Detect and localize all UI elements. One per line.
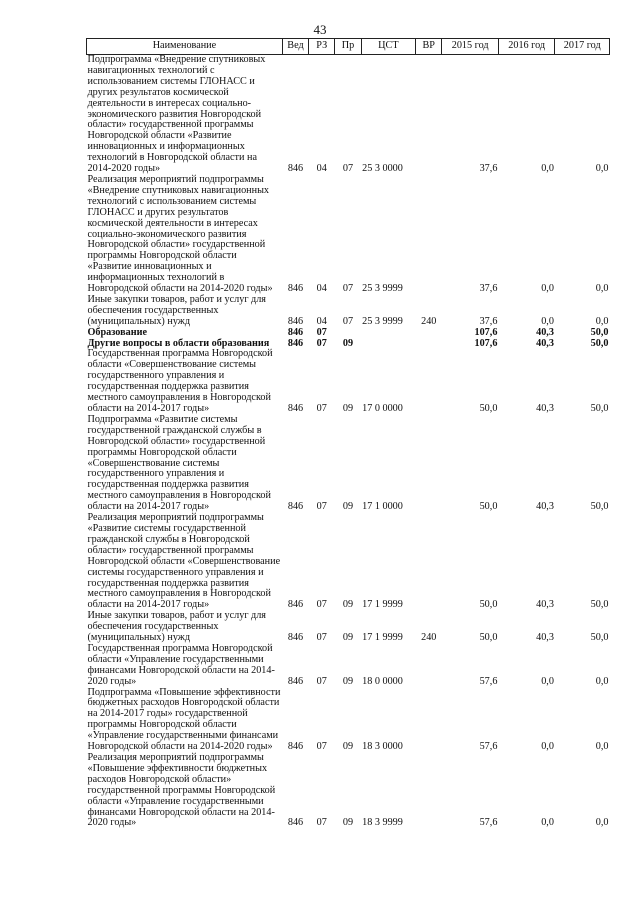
row-rz: 07 bbox=[316, 632, 327, 644]
row-2015: 50,0 bbox=[479, 403, 498, 414]
row-rz: 07 bbox=[316, 403, 327, 414]
row-vr bbox=[416, 415, 442, 513]
header-2015: 2015 год bbox=[442, 39, 499, 55]
row-name: Реализация мероприятий подпрограммы «Внедрение спутниковых навигационных технологий с использованием системы ГЛОНАСС и других результатов космической деятельности в интересах социально-экономического развития Новгородской области» государственной программы Новгородской области «Развитие инновационных и информационных технологий в Новгородской области на 2014-2020 годы» bbox=[87, 173, 273, 295]
row-cst: 25 3 9999 bbox=[362, 283, 403, 295]
row-ved: 846 bbox=[287, 599, 304, 611]
row-cst: 17 0 0000 bbox=[362, 403, 403, 414]
row-ved: 846 bbox=[287, 315, 304, 327]
row-pr: 09 bbox=[342, 337, 354, 349]
row-rz: 07 bbox=[316, 741, 327, 753]
table-row bbox=[87, 55, 610, 175]
header-row bbox=[87, 39, 610, 55]
row-vr bbox=[416, 349, 442, 414]
header-pr: Пр bbox=[335, 39, 361, 55]
row-ved: 846 bbox=[287, 163, 304, 175]
row-2016: 40,3 bbox=[536, 632, 554, 644]
row-vr: 240 bbox=[421, 315, 437, 327]
row-ved: 846 bbox=[287, 817, 304, 829]
row-cst bbox=[361, 328, 416, 339]
row-cst: 18 3 0000 bbox=[362, 741, 403, 753]
table-row bbox=[87, 753, 610, 829]
table-row bbox=[87, 349, 610, 414]
row-name: Иные закупки товаров, работ и услуг для обеспечения государственных (муниципальных) нужд bbox=[87, 293, 266, 327]
row-cst: 17 1 9999 bbox=[362, 599, 403, 611]
row-pr: 07 bbox=[342, 315, 354, 327]
row-name: Реализация мероприятий подпрограммы «Повышение эффективности бюджетных расходов Новгородской области» государственной программы Новгородской области «Управление государственными финансами Новгородской области на 2014-2020 годы» bbox=[87, 752, 276, 829]
row-name: Подпрограмма «Развитие системы государственной гражданской службы в Новгородской области» государственной программы Новгородской области «Совершенствование системы государственного управления и государственная поддержка развития местного самоуправления в Новгородской области на 2014-2017 годы» bbox=[87, 413, 271, 513]
row-rz: 04 bbox=[316, 283, 327, 295]
row-2015: 57,6 bbox=[479, 817, 498, 829]
row-2016: 40,3 bbox=[536, 337, 554, 349]
row-cst: 18 3 9999 bbox=[362, 817, 403, 829]
row-pr: 09 bbox=[342, 632, 354, 644]
row-pr: 09 bbox=[342, 741, 354, 753]
header-cst: ЦСТ bbox=[361, 39, 416, 55]
header-name: Наименование bbox=[87, 39, 283, 55]
table-row bbox=[87, 688, 610, 753]
row-pr: 09 bbox=[342, 599, 354, 611]
row-cst: 18 0 0000 bbox=[362, 675, 403, 687]
row-2017: 50,0 bbox=[590, 337, 609, 349]
row-2017: 0,0 bbox=[595, 283, 609, 295]
row-ved: 846 bbox=[287, 501, 304, 513]
header-rz: РЗ bbox=[309, 39, 335, 55]
row-rz: 07 bbox=[316, 817, 327, 829]
row-rz: 07 bbox=[316, 337, 327, 349]
row-2017: 0,0 bbox=[595, 741, 609, 753]
row-cst: 17 1 0000 bbox=[362, 501, 403, 513]
row-ved: 846 bbox=[287, 632, 304, 644]
row-2016: 40,3 bbox=[536, 599, 554, 611]
row-name: Государственная программа Новгородской области «Управление государственными финансами Новгородской области на 2014-2020 годы» bbox=[87, 642, 275, 687]
row-name: Иные закупки товаров, работ и услуг для обеспечения государственных (муниципальных) нужд bbox=[87, 610, 266, 644]
row-name: Подпрограмма «Внедрение спутниковых навигационных технологий с использованием системы ГЛОНАСС и других результатов космической деятельности в интересах социально-экономического развития Новгородской области» государственной программы Новгородской области «Развитие инновационных и информационных технологий в Новгородской области на 2014-2020 годы» bbox=[87, 54, 266, 175]
row-2015: 50,0 bbox=[479, 599, 498, 611]
row-pr: 07 bbox=[342, 283, 354, 295]
row-name: Подпрограмма «Повышение эффективности бюджетных расходов Новгородской области на 2014-2017 годы» государственной программы Новгородской области «Управление государственными финансами Новгородской области на 2014-2020 годы» bbox=[87, 686, 281, 753]
row-cst: 25 3 9999 bbox=[362, 315, 403, 327]
row-2015: 107,6 bbox=[474, 326, 498, 338]
row-2017: 0,0 bbox=[595, 315, 609, 327]
header-ved: Вед bbox=[282, 39, 308, 55]
table-row bbox=[87, 513, 610, 611]
table-row bbox=[87, 415, 610, 513]
row-2015: 50,0 bbox=[479, 501, 498, 513]
row-pr: 07 bbox=[342, 163, 354, 175]
row-2016: 40,3 bbox=[536, 501, 554, 513]
row-2016: 0,0 bbox=[541, 283, 554, 295]
table-row bbox=[87, 611, 610, 644]
table-row bbox=[87, 644, 610, 688]
row-2017: 50,0 bbox=[590, 632, 609, 644]
row-2015: 37,6 bbox=[479, 163, 498, 175]
row-pr: 09 bbox=[342, 403, 354, 414]
row-ved: 846 bbox=[287, 337, 304, 349]
budget-table bbox=[86, 38, 610, 829]
row-2016: 0,0 bbox=[541, 163, 554, 175]
row-vr bbox=[416, 753, 442, 829]
row-vr bbox=[416, 644, 442, 688]
row-name: Государственная программа Новгородской области «Совершенствование системы государственного управления и государственная поддержка развития местного самоуправления в Новгородской области на 2014-2017 годы» bbox=[87, 348, 273, 414]
row-ved: 846 bbox=[287, 283, 304, 295]
table-body bbox=[87, 55, 610, 830]
row-ved: 846 bbox=[287, 403, 304, 414]
row-2015: 37,6 bbox=[479, 283, 498, 295]
row-2017: 50,0 bbox=[590, 326, 609, 338]
row-vr: 240 bbox=[421, 632, 437, 644]
row-rz: 07 bbox=[316, 675, 327, 687]
header-2016: 2016 год bbox=[498, 39, 555, 55]
row-rz: 07 bbox=[316, 326, 327, 338]
row-2016: 0,0 bbox=[541, 675, 554, 687]
row-rz: 07 bbox=[316, 599, 327, 611]
row-2015: 57,6 bbox=[479, 741, 498, 753]
row-vr bbox=[416, 55, 442, 175]
row-2015: 50,0 bbox=[479, 632, 498, 644]
table-row bbox=[87, 175, 610, 295]
row-rz: 04 bbox=[316, 163, 327, 175]
row-name: Другие вопросы в области образования bbox=[87, 337, 270, 349]
row-vr bbox=[416, 175, 442, 295]
row-ved: 846 bbox=[287, 675, 304, 687]
header-vr: ВР bbox=[416, 39, 442, 55]
row-2015: 37,6 bbox=[479, 315, 498, 327]
row-vr bbox=[416, 688, 442, 753]
row-rz: 07 bbox=[316, 501, 327, 513]
row-2015: 107,6 bbox=[474, 337, 498, 349]
row-2017: 0,0 bbox=[595, 163, 609, 175]
row-2017: 50,0 bbox=[590, 403, 609, 414]
row-name: Образование bbox=[87, 326, 148, 338]
row-2017: 50,0 bbox=[590, 501, 609, 513]
row-pr: 09 bbox=[342, 675, 354, 687]
row-vr bbox=[416, 339, 442, 350]
row-2016: 0,0 bbox=[541, 741, 554, 753]
row-pr: 09 bbox=[342, 501, 354, 513]
row-cst bbox=[361, 339, 416, 350]
row-2016: 40,3 bbox=[536, 403, 554, 414]
row-2016: 0,0 bbox=[541, 315, 554, 327]
row-ved: 846 bbox=[287, 326, 304, 338]
row-name: Реализация мероприятий подпрограммы «Развитие системы государственной гражданской службы в Новгородской области» государственной программы Новгородской области «Совершенствование системы государственного управления и государственная поддержка развития местного самоуправления в Новгородской области на 2014-2017 годы» bbox=[87, 512, 281, 611]
row-pr bbox=[335, 328, 361, 339]
row-vr bbox=[416, 328, 442, 339]
row-rz: 04 bbox=[316, 315, 327, 327]
row-2017: 0,0 bbox=[595, 817, 609, 829]
row-2017: 0,0 bbox=[595, 675, 609, 687]
table-row bbox=[87, 328, 610, 339]
row-2015: 57,6 bbox=[479, 675, 498, 687]
header-2017: 2017 год bbox=[555, 39, 610, 55]
page-number: 43 bbox=[313, 22, 327, 37]
row-cst: 25 3 0000 bbox=[362, 163, 403, 175]
row-2016: 40,3 bbox=[536, 326, 554, 338]
row-2016: 0,0 bbox=[541, 817, 554, 829]
row-2017: 50,0 bbox=[590, 599, 609, 611]
row-cst: 17 1 9999 bbox=[362, 632, 403, 644]
table-row bbox=[87, 295, 610, 328]
row-ved: 846 bbox=[287, 741, 304, 753]
row-vr bbox=[416, 513, 442, 611]
row-pr: 09 bbox=[342, 817, 354, 829]
